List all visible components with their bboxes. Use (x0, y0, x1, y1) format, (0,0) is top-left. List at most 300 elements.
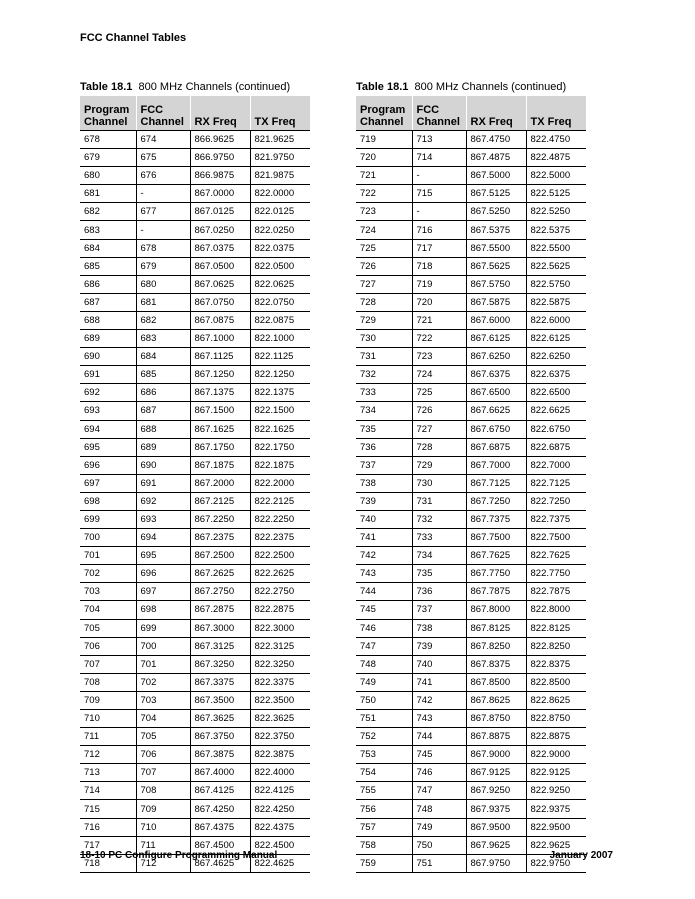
rx-freq-cell: 867.5875 (466, 293, 526, 311)
table-row (80, 221, 310, 239)
table-row (80, 330, 310, 348)
tx-freq-cell: 822.9500 (526, 818, 586, 836)
rx-freq-cell: 867.4375 (190, 818, 250, 836)
fcc-channel-cell: - (136, 221, 190, 239)
page-header-title: FCC Channel Tables (80, 32, 187, 44)
table-row (356, 782, 586, 800)
program-channel-cell: 724 (356, 221, 412, 239)
table-row (356, 619, 586, 637)
rx-freq-cell: 867.1250 (190, 366, 250, 384)
fcc-channel-cell: 675 (136, 149, 190, 167)
rx-freq-cell: 867.5250 (466, 203, 526, 221)
program-channel-cell: 728 (356, 293, 412, 311)
fcc-channel-cell: 725 (412, 384, 466, 402)
fcc-channel-cell: 682 (136, 311, 190, 329)
program-channel-cell: 757 (356, 818, 412, 836)
rx-freq-cell: 867.4500 (190, 836, 250, 854)
rx-freq-cell: 867.9250 (466, 782, 526, 800)
tx-freq-cell: 822.9375 (526, 800, 586, 818)
table-row (80, 655, 310, 673)
tx-freq-cell: 822.5875 (526, 293, 586, 311)
tx-freq-cell: 822.5125 (526, 185, 586, 203)
table-row (356, 275, 586, 293)
program-channel-cell: 727 (356, 275, 412, 293)
channel-table (356, 96, 586, 873)
table-row (356, 547, 586, 565)
table-row (356, 384, 586, 402)
rx-freq-cell: 867.2500 (190, 547, 250, 565)
table-row (356, 185, 586, 203)
fcc-channel-cell: 719 (412, 275, 466, 293)
table-row (80, 384, 310, 402)
program-channel-cell: 740 (356, 510, 412, 528)
fcc-channel-cell: 693 (136, 510, 190, 528)
rx-freq-cell: 867.5500 (466, 239, 526, 257)
tx-freq-cell: 822.5000 (526, 167, 586, 185)
program-channel-cell: 701 (80, 547, 136, 565)
fcc-channel-cell: 745 (412, 746, 466, 764)
table-row (356, 438, 586, 456)
rx-freq-cell: 867.0875 (190, 311, 250, 329)
program-channel-cell: 687 (80, 293, 136, 311)
rx-freq-cell: 867.2125 (190, 492, 250, 510)
tx-freq-cell: 821.9750 (250, 149, 310, 167)
fcc-channel-cell: 737 (412, 601, 466, 619)
fcc-channel-cell: 733 (412, 529, 466, 547)
tx-freq-cell: 822.8875 (526, 728, 586, 746)
program-channel-cell: 684 (80, 239, 136, 257)
table-caption (80, 80, 310, 95)
tx-freq-cell: 822.4375 (250, 818, 310, 836)
program-channel-cell: 735 (356, 420, 412, 438)
fcc-channel-cell: 721 (412, 311, 466, 329)
program-channel-cell: 690 (80, 348, 136, 366)
rx-freq-cell: 867.7625 (466, 547, 526, 565)
program-channel-cell: 719 (356, 131, 412, 149)
fcc-channel-cell: 740 (412, 655, 466, 673)
rx-freq-cell: 867.6250 (466, 348, 526, 366)
tx-freq-cell: 822.4000 (250, 764, 310, 782)
fcc-channel-cell: 747 (412, 782, 466, 800)
program-channel-cell: 758 (356, 836, 412, 854)
fcc-channel-cell: 749 (412, 818, 466, 836)
table-row (80, 275, 310, 293)
fcc-channel-cell: 744 (412, 728, 466, 746)
program-channel-cell: 732 (356, 366, 412, 384)
program-channel-cell: 705 (80, 619, 136, 637)
table-row (80, 583, 310, 601)
fcc-channel-cell: 699 (136, 619, 190, 637)
tx-freq-cell: 822.8625 (526, 691, 586, 709)
program-channel-cell: 681 (80, 185, 136, 203)
program-channel-cell: 678 (80, 131, 136, 149)
column-header-fcc-channel: FCC Channel (412, 96, 466, 131)
program-channel-cell: 702 (80, 565, 136, 583)
table-row (80, 764, 310, 782)
fcc-channel-cell: 679 (136, 257, 190, 275)
table-row (356, 131, 586, 149)
tx-freq-cell: 822.4500 (250, 836, 310, 854)
tx-freq-cell: 822.0500 (250, 257, 310, 275)
tx-freq-cell: 822.5375 (526, 221, 586, 239)
table-row (356, 800, 586, 818)
table-row (356, 565, 586, 583)
program-channel-cell: 716 (80, 818, 136, 836)
fcc-channel-cell: 685 (136, 366, 190, 384)
fcc-channel-cell: 690 (136, 456, 190, 474)
table-row (80, 601, 310, 619)
fcc-channel-cell: 750 (412, 836, 466, 854)
program-channel-cell: 739 (356, 492, 412, 510)
table-row (80, 167, 310, 185)
rx-freq-cell: 867.1750 (190, 438, 250, 456)
fcc-channel-cell: 743 (412, 710, 466, 728)
rx-freq-cell: 866.9625 (190, 131, 250, 149)
rx-freq-cell: 867.2625 (190, 565, 250, 583)
tx-freq-cell: 822.8375 (526, 655, 586, 673)
program-channel-cell: 706 (80, 637, 136, 655)
rx-freq-cell: 867.0375 (190, 239, 250, 257)
rx-freq-cell: 867.0250 (190, 221, 250, 239)
rx-freq-cell: 867.2000 (190, 474, 250, 492)
table-row (356, 257, 586, 275)
fcc-channel-cell: - (412, 203, 466, 221)
program-channel-cell: 697 (80, 474, 136, 492)
table-row (356, 330, 586, 348)
table-row (80, 420, 310, 438)
table-row (80, 800, 310, 818)
rx-freq-cell: 867.9000 (466, 746, 526, 764)
rx-freq-cell: 867.5750 (466, 275, 526, 293)
table-row (80, 547, 310, 565)
program-channel-cell: 754 (356, 764, 412, 782)
fcc-channel-cell: 676 (136, 167, 190, 185)
tx-freq-cell: 822.9000 (526, 746, 586, 764)
program-channel-cell: 736 (356, 438, 412, 456)
program-channel-cell: 686 (80, 275, 136, 293)
program-channel-cell: 694 (80, 420, 136, 438)
tx-freq-cell: 822.1375 (250, 384, 310, 402)
table-header-row (80, 96, 310, 131)
program-channel-cell: 691 (80, 366, 136, 384)
fcc-channel-cell: 702 (136, 673, 190, 691)
table-row (356, 637, 586, 655)
rx-freq-cell: 867.6750 (466, 420, 526, 438)
tx-freq-cell: 822.2000 (250, 474, 310, 492)
program-channel-cell: 715 (80, 800, 136, 818)
tx-freq-cell: 821.9875 (250, 167, 310, 185)
rx-freq-cell: 867.4625 (190, 854, 250, 872)
table-row (80, 619, 310, 637)
fcc-channel-cell: 727 (412, 420, 466, 438)
program-channel-cell: 700 (80, 529, 136, 547)
program-channel-cell: 753 (356, 746, 412, 764)
tx-freq-cell: 822.0125 (250, 203, 310, 221)
program-channel-cell: 712 (80, 746, 136, 764)
rx-freq-cell: 867.7375 (466, 510, 526, 528)
fcc-channel-cell: 734 (412, 547, 466, 565)
channel-table-right (356, 80, 586, 873)
fcc-channel-cell: 729 (412, 456, 466, 474)
tx-freq-cell: 822.1250 (250, 366, 310, 384)
fcc-channel-cell: 680 (136, 275, 190, 293)
rx-freq-cell: 867.4250 (190, 800, 250, 818)
tx-freq-cell: 822.6625 (526, 402, 586, 420)
rx-freq-cell: 867.5000 (466, 167, 526, 185)
tx-freq-cell: 822.1125 (250, 348, 310, 366)
fcc-channel-cell: 726 (412, 402, 466, 420)
fcc-channel-cell: 707 (136, 764, 190, 782)
table-caption-number: Table 18.1 (356, 81, 409, 93)
fcc-channel-cell: 718 (412, 257, 466, 275)
program-channel-cell: 723 (356, 203, 412, 221)
program-channel-cell: 679 (80, 149, 136, 167)
table-row (80, 366, 310, 384)
table-row (356, 311, 586, 329)
fcc-channel-cell: 694 (136, 529, 190, 547)
rx-freq-cell: 867.0000 (190, 185, 250, 203)
tx-freq-cell: 822.7000 (526, 456, 586, 474)
program-channel-cell: 688 (80, 311, 136, 329)
fcc-channel-cell: 683 (136, 330, 190, 348)
table-row (356, 203, 586, 221)
tx-freq-cell: 822.3875 (250, 746, 310, 764)
table-row (80, 239, 310, 257)
program-channel-cell: 750 (356, 691, 412, 709)
fcc-channel-cell: 689 (136, 438, 190, 456)
table-row (80, 565, 310, 583)
program-channel-cell: 693 (80, 402, 136, 420)
table-row (80, 185, 310, 203)
tx-freq-cell: 822.6375 (526, 366, 586, 384)
fcc-channel-cell: 711 (136, 836, 190, 854)
footer-date: January 2007 (549, 850, 613, 861)
program-channel-cell: 704 (80, 601, 136, 619)
tx-freq-cell: 822.7875 (526, 583, 586, 601)
fcc-channel-cell: 723 (412, 348, 466, 366)
rx-freq-cell: 866.9875 (190, 167, 250, 185)
tx-freq-cell: 822.8000 (526, 601, 586, 619)
fcc-channel-cell: 732 (412, 510, 466, 528)
table-row (80, 311, 310, 329)
fcc-channel-cell: 720 (412, 293, 466, 311)
tx-freq-cell: 822.7500 (526, 529, 586, 547)
rx-freq-cell: 867.3750 (190, 728, 250, 746)
fcc-channel-cell: 738 (412, 619, 466, 637)
program-channel-cell: 689 (80, 330, 136, 348)
tx-freq-cell: 822.5250 (526, 203, 586, 221)
program-channel-cell: 725 (356, 239, 412, 257)
channel-table-left (80, 80, 310, 873)
rx-freq-cell: 867.7500 (466, 529, 526, 547)
tx-freq-cell: 822.6875 (526, 438, 586, 456)
tx-freq-cell: 822.2500 (250, 547, 310, 565)
program-channel-cell: 692 (80, 384, 136, 402)
program-channel-cell: 707 (80, 655, 136, 673)
table-row (356, 474, 586, 492)
fcc-channel-cell: 717 (412, 239, 466, 257)
tx-freq-cell: 822.8750 (526, 710, 586, 728)
tx-freq-cell: 822.1625 (250, 420, 310, 438)
table-row (80, 529, 310, 547)
tx-freq-cell: 822.7375 (526, 510, 586, 528)
program-channel-cell: 710 (80, 710, 136, 728)
fcc-channel-cell: 731 (412, 492, 466, 510)
table-row (356, 348, 586, 366)
table-row (80, 402, 310, 420)
table-row (80, 746, 310, 764)
fcc-channel-cell: 687 (136, 402, 190, 420)
rx-freq-cell: 867.8875 (466, 728, 526, 746)
program-channel-cell: 743 (356, 565, 412, 583)
fcc-channel-cell: - (412, 167, 466, 185)
rx-freq-cell: 867.6125 (466, 330, 526, 348)
column-header-rx-freq: RX Freq (190, 96, 250, 131)
program-channel-cell: 755 (356, 782, 412, 800)
table-row (80, 438, 310, 456)
fcc-channel-cell: 696 (136, 565, 190, 583)
program-channel-cell: 721 (356, 167, 412, 185)
tx-freq-cell: 822.4875 (526, 149, 586, 167)
footer-page-label: 18-10 PC Configure Programming Manual (80, 850, 278, 861)
rx-freq-cell: 867.9375 (466, 800, 526, 818)
tx-freq-cell: 822.0750 (250, 293, 310, 311)
program-channel-cell: 747 (356, 637, 412, 655)
tx-freq-cell: 822.6500 (526, 384, 586, 402)
table-row (356, 239, 586, 257)
fcc-channel-cell: 746 (412, 764, 466, 782)
program-channel-cell: 726 (356, 257, 412, 275)
program-channel-cell: 731 (356, 348, 412, 366)
rx-freq-cell: 867.0625 (190, 275, 250, 293)
program-channel-cell: 696 (80, 456, 136, 474)
column-header-tx-freq: TX Freq (526, 96, 586, 131)
program-channel-cell: 683 (80, 221, 136, 239)
rx-freq-cell: 867.4750 (466, 131, 526, 149)
fcc-channel-cell: 714 (412, 149, 466, 167)
program-channel-cell: 756 (356, 800, 412, 818)
rx-freq-cell: 867.7750 (466, 565, 526, 583)
rx-freq-cell: 867.3625 (190, 710, 250, 728)
rx-freq-cell: 867.1500 (190, 402, 250, 420)
table-caption-text: 800 MHz Channels (continued) (138, 81, 291, 93)
table-row (356, 746, 586, 764)
fcc-channel-cell: 710 (136, 818, 190, 836)
fcc-channel-cell: 700 (136, 637, 190, 655)
table-row (356, 420, 586, 438)
fcc-channel-cell: 704 (136, 710, 190, 728)
program-channel-cell: 729 (356, 311, 412, 329)
rx-freq-cell: 867.8250 (466, 637, 526, 655)
table-caption-text: 800 MHz Channels (continued) (414, 81, 567, 93)
tx-freq-cell: 822.2875 (250, 601, 310, 619)
tx-freq-cell: 822.3625 (250, 710, 310, 728)
rx-freq-cell: 867.5625 (466, 257, 526, 275)
table-row (356, 149, 586, 167)
tx-freq-cell: 822.4750 (526, 131, 586, 149)
table-row (80, 492, 310, 510)
program-channel-cell: 699 (80, 510, 136, 528)
tx-freq-cell: 822.0875 (250, 311, 310, 329)
tx-freq-cell: 822.4125 (250, 782, 310, 800)
rx-freq-cell: 867.0125 (190, 203, 250, 221)
fcc-channel-cell: 722 (412, 330, 466, 348)
fcc-channel-cell: 715 (412, 185, 466, 203)
rx-freq-cell: 867.5375 (466, 221, 526, 239)
fcc-channel-cell: 703 (136, 691, 190, 709)
fcc-channel-cell: 735 (412, 565, 466, 583)
tx-freq-cell: 822.3750 (250, 728, 310, 746)
table-row (80, 710, 310, 728)
rx-freq-cell: 867.6375 (466, 366, 526, 384)
rx-freq-cell: 867.8625 (466, 691, 526, 709)
column-header-program-channel: Program Channel (80, 96, 136, 131)
channel-table (80, 96, 310, 873)
tx-freq-cell: 822.6000 (526, 311, 586, 329)
tx-freq-cell: 822.9250 (526, 782, 586, 800)
program-channel-cell: 720 (356, 149, 412, 167)
tx-freq-cell: 822.8125 (526, 619, 586, 637)
table-row (80, 456, 310, 474)
rx-freq-cell: 867.3250 (190, 655, 250, 673)
rx-freq-cell: 867.6625 (466, 402, 526, 420)
fcc-channel-cell: 730 (412, 474, 466, 492)
rx-freq-cell: 867.6875 (466, 438, 526, 456)
program-channel-cell: 752 (356, 728, 412, 746)
program-channel-cell: 703 (80, 583, 136, 601)
rx-freq-cell: 867.6000 (466, 311, 526, 329)
table-row (80, 348, 310, 366)
table-body (80, 131, 310, 873)
table-caption-number: Table 18.1 (80, 81, 133, 93)
table-row (356, 167, 586, 185)
tx-freq-cell: 822.8500 (526, 673, 586, 691)
program-channel-cell: 737 (356, 456, 412, 474)
table-row (80, 474, 310, 492)
fcc-channel-cell: 686 (136, 384, 190, 402)
table-row (80, 257, 310, 275)
tx-freq-cell: 822.3250 (250, 655, 310, 673)
rx-freq-cell: 867.7875 (466, 583, 526, 601)
program-channel-cell: 718 (80, 854, 136, 872)
fcc-channel-cell: 692 (136, 492, 190, 510)
rx-freq-cell: 867.7000 (466, 456, 526, 474)
program-channel-cell: 744 (356, 583, 412, 601)
fcc-channel-cell: 695 (136, 547, 190, 565)
table-row (80, 728, 310, 746)
tx-freq-cell: 822.2125 (250, 492, 310, 510)
program-channel-cell: 741 (356, 529, 412, 547)
fcc-channel-cell: 736 (412, 583, 466, 601)
program-channel-cell: 708 (80, 673, 136, 691)
table-row (356, 673, 586, 691)
table-row (356, 691, 586, 709)
program-channel-cell: 695 (80, 438, 136, 456)
table-body (356, 131, 586, 873)
table-header-row (356, 96, 586, 131)
tx-freq-cell: 822.1500 (250, 402, 310, 420)
rx-freq-cell: 867.9625 (466, 836, 526, 854)
table-row (356, 366, 586, 384)
table-row (356, 583, 586, 601)
program-channel-cell: 759 (356, 854, 412, 872)
rx-freq-cell: 867.1125 (190, 348, 250, 366)
column-header-program-channel: Program Channel (356, 96, 412, 131)
program-channel-cell: 738 (356, 474, 412, 492)
tx-freq-cell: 822.2375 (250, 529, 310, 547)
rx-freq-cell: 867.4000 (190, 764, 250, 782)
fcc-channel-cell: 708 (136, 782, 190, 800)
